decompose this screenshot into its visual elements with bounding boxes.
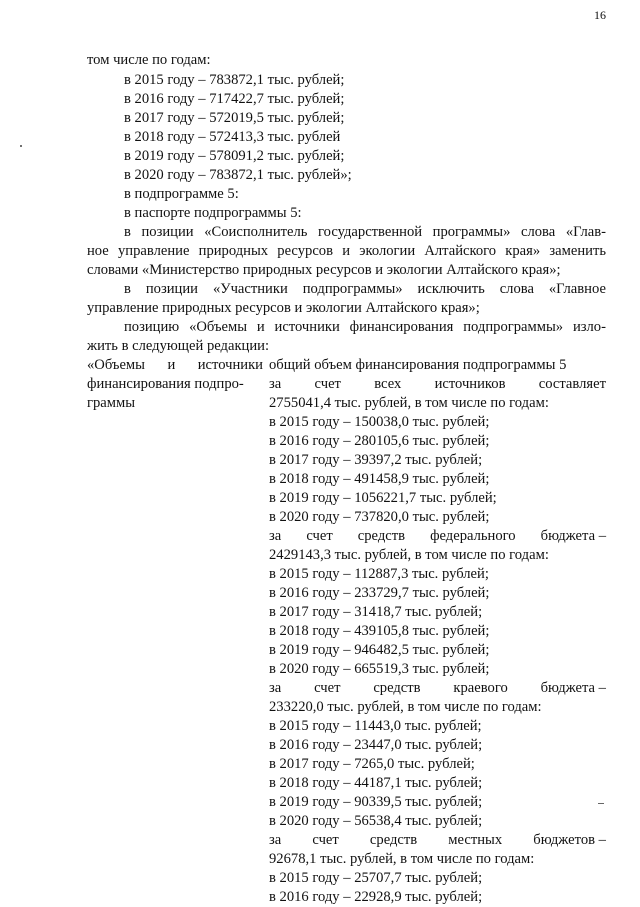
word: «Соисполнитель xyxy=(204,224,308,240)
right-line: в 2018 году – 44187,1 тыс. рублей; xyxy=(269,775,483,791)
word: ное xyxy=(87,243,109,259)
right-line: в 2019 году – 946482,5 тыс. рублей; xyxy=(269,642,490,658)
word: «Объемы xyxy=(189,319,248,335)
right-line: в 2019 году – 90339,5 тыс. рублей; xyxy=(269,794,483,810)
right-line: в 2020 году – 737820,0 тыс. рублей; xyxy=(269,509,490,525)
para1-line2 xyxy=(87,243,606,261)
word: средств xyxy=(373,680,421,696)
word: в xyxy=(124,224,131,240)
right-line: в 2015 году – 25707,7 тыс. рублей; xyxy=(269,870,483,886)
word: счет xyxy=(314,376,341,392)
word: подпрограммы» xyxy=(463,319,564,335)
word: средств xyxy=(357,528,405,544)
word: Алтайского xyxy=(424,243,497,259)
word: источников xyxy=(434,376,506,392)
word: позиции xyxy=(141,224,194,240)
right-line: 2755041,4 тыс. рублей, в том числе по годам: xyxy=(269,395,549,411)
subprogram-line: в подпрограмме 5: xyxy=(124,186,239,202)
right-line: в 2016 году – 22928,9 тыс. рублей; xyxy=(269,889,483,905)
right-line: в 2015 году – 150038,0 тыс. рублей; xyxy=(269,414,490,430)
right-line: в 2016 году – 233729,7 тыс. рублей; xyxy=(269,585,490,601)
word: за xyxy=(269,680,282,696)
word: финансирования xyxy=(349,319,454,335)
para3-line2: жить в следующей редакции: xyxy=(87,338,270,354)
word: краевого xyxy=(453,680,508,696)
word: «Глав- xyxy=(565,224,606,240)
word: и xyxy=(342,243,351,259)
word: экологии xyxy=(359,243,416,259)
right-line: в 2016 году – 23447,0 тыс. рублей; xyxy=(269,737,483,753)
page-number: 16 xyxy=(594,8,606,22)
right-line: в 2015 году – 11443,0 тыс. рублей; xyxy=(269,718,482,734)
word: ресурсов xyxy=(277,243,333,259)
right-line: 2429143,3 тыс. рублей, в том числе по годам: xyxy=(269,547,549,563)
word: источники xyxy=(274,319,340,335)
word: счет xyxy=(312,832,339,848)
right-line: в 2018 году – 491458,9 тыс. рублей; xyxy=(269,471,490,487)
word: природных xyxy=(198,243,269,259)
right-line: в 2020 году – 56538,4 тыс. рублей; xyxy=(269,813,483,829)
para2-line2: управление природных ресурсов и экологии Алтайского края»; xyxy=(87,300,480,316)
word: изло- xyxy=(572,319,606,335)
right-line: 92678,1 тыс. рублей, в том числе по годам: xyxy=(269,851,535,867)
right-line: в 2015 году – 112887,3 тыс. рублей; xyxy=(269,566,489,582)
stray-dash xyxy=(598,803,604,804)
word: составляет xyxy=(538,376,606,392)
right-line: общий объем финансирования подпрограммы 5 xyxy=(269,357,567,373)
right-line xyxy=(269,680,606,698)
para2-line1 xyxy=(124,281,606,299)
word: государственной xyxy=(318,224,423,240)
table-left-line3: граммы xyxy=(87,395,136,411)
right-line xyxy=(269,376,606,394)
word: местных xyxy=(448,832,503,848)
word: счет xyxy=(306,528,333,544)
word: «Участники xyxy=(212,281,288,297)
intro-year-2018: в 2018 году – 572413,3 тыс. рублей xyxy=(124,129,341,145)
right-line: в 2017 году – 31418,7 тыс. рублей; xyxy=(269,604,483,620)
right-line xyxy=(269,832,606,850)
right-line: в 2017 году – 39397,2 тыс. рублей; xyxy=(269,452,483,468)
intro-year-2020: в 2020 году – 783872,1 тыс. рублей»; xyxy=(124,167,352,183)
intro-year-2016: в 2016 году – 717422,7 тыс. рублей; xyxy=(124,91,345,107)
para1-line3: словами «Министерство природных ресурсов и экологии Алтайского края»; xyxy=(87,262,561,278)
word: заменить xyxy=(549,243,606,259)
word: и xyxy=(256,319,265,335)
intro-line: том числе по годам: xyxy=(87,52,211,68)
word: в xyxy=(124,281,131,297)
word: за xyxy=(269,832,282,848)
table-left-line1 xyxy=(87,357,263,375)
word: программы» xyxy=(432,224,511,240)
right-line: в 2016 году – 280105,6 тыс. рублей; xyxy=(269,433,490,449)
word: позицию xyxy=(124,319,180,335)
word: и xyxy=(167,357,176,373)
right-line: 233220,0 тыс. рублей, в том числе по годам: xyxy=(269,699,542,715)
right-line: в 2019 году – 1056221,7 тыс. рублей; xyxy=(269,490,497,506)
right-line: в 2020 году – 665519,3 тыс. рублей; xyxy=(269,661,490,677)
word: счет xyxy=(314,680,341,696)
right-line: в 2018 году – 439105,8 тыс. рублей; xyxy=(269,623,490,639)
intro-year-2019: в 2019 году – 578091,2 тыс. рублей; xyxy=(124,148,345,164)
table-left-line2: финансирования подпро- xyxy=(87,376,244,392)
right-line xyxy=(269,528,606,546)
word: федерального xyxy=(430,528,516,544)
word: бюджетов – xyxy=(533,832,606,848)
word: средств xyxy=(369,832,418,848)
para3-line1 xyxy=(124,319,606,337)
word: исключить xyxy=(417,281,485,297)
word: позиции xyxy=(145,281,198,297)
word: слова xyxy=(521,224,556,240)
word: управление xyxy=(117,243,190,259)
intro-year-2015: в 2015 году – 783872,1 тыс. рублей; xyxy=(124,72,345,88)
word: за xyxy=(269,528,282,544)
word: бюджета – xyxy=(540,528,606,544)
word: подпрограммы» xyxy=(302,281,403,297)
right-line: в 2017 году – 7265,0 тыс. рублей; xyxy=(269,756,475,772)
para1-line1 xyxy=(124,224,606,242)
passport-line: в паспорте подпрограммы 5: xyxy=(124,205,302,221)
word: слова xyxy=(499,281,534,297)
intro-year-2017: в 2017 году – 572019,5 тыс. рублей; xyxy=(124,110,345,126)
word: края» xyxy=(505,243,541,259)
stray-dot xyxy=(20,145,22,147)
word: за xyxy=(269,376,282,392)
word: источники xyxy=(197,357,263,373)
word: «Объемы xyxy=(87,357,145,373)
word: «Главное xyxy=(548,281,606,297)
word: бюджета – xyxy=(540,680,606,696)
word: всех xyxy=(374,376,402,392)
